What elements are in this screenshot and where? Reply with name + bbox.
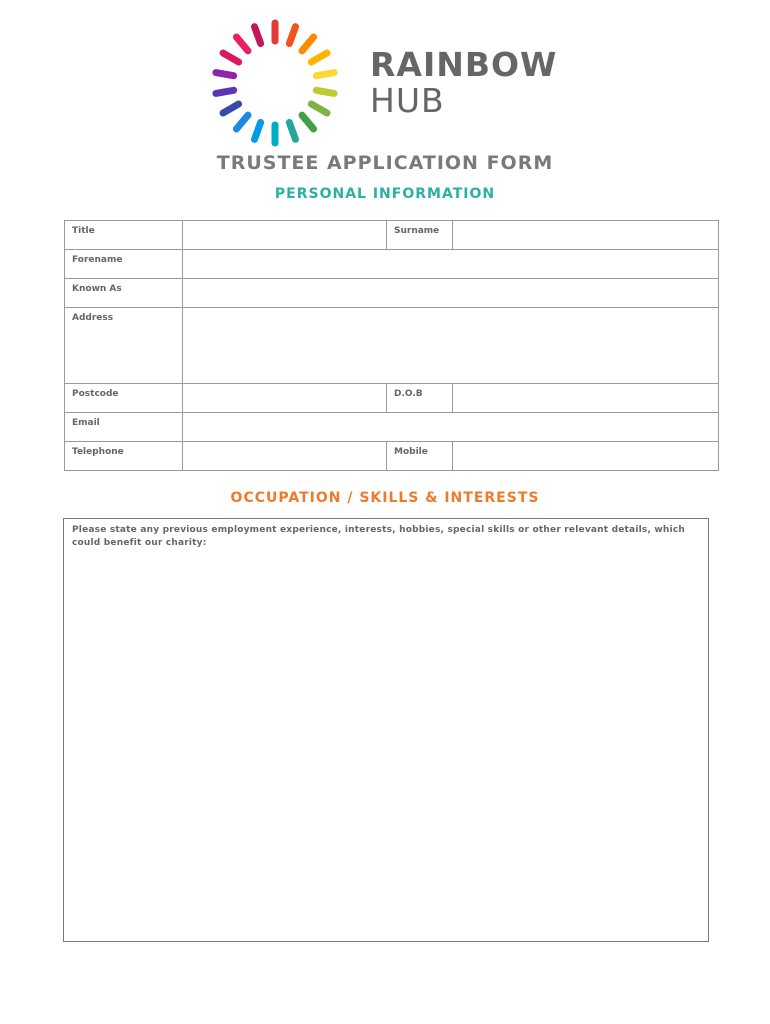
email-label: Email bbox=[65, 413, 183, 442]
logo-ring-segment bbox=[316, 90, 334, 93]
forename-field[interactable] bbox=[183, 250, 719, 279]
logo-ring-segment bbox=[236, 115, 248, 129]
logo-ring-segment bbox=[223, 53, 239, 62]
logo-ring-segment bbox=[311, 53, 327, 62]
logo-ring-segment bbox=[289, 122, 295, 139]
logo-ring-segment bbox=[216, 90, 234, 93]
brand-name bbox=[370, 46, 557, 118]
forename-label: Forename bbox=[65, 250, 183, 279]
rainbow-hub-logo bbox=[210, 18, 580, 148]
address-label: Address bbox=[65, 308, 183, 384]
surname-label: Surname bbox=[387, 221, 453, 250]
email-field[interactable] bbox=[183, 413, 719, 442]
telephone-field[interactable] bbox=[183, 442, 387, 471]
address-field[interactable] bbox=[183, 308, 719, 384]
logo-ring-segment bbox=[216, 73, 234, 76]
brand-name-line2: HUB bbox=[370, 81, 445, 120]
logo-ring-segment bbox=[289, 27, 295, 44]
logo-ring-segment bbox=[254, 27, 260, 44]
title-field[interactable] bbox=[183, 221, 387, 250]
logo-ring-segment bbox=[311, 104, 327, 113]
personal-info-heading: PERSONAL INFORMATION bbox=[274, 186, 496, 202]
logo-ring-segment bbox=[254, 122, 260, 139]
logo-ring-segment bbox=[316, 73, 334, 76]
rainbow-ring-icon bbox=[210, 18, 340, 148]
logo-ring-segment bbox=[223, 104, 239, 113]
known-as-field[interactable] bbox=[183, 279, 719, 308]
known-as-label: Known As bbox=[65, 279, 183, 308]
mobile-field[interactable] bbox=[453, 442, 719, 471]
occupation-box bbox=[63, 518, 709, 942]
surname-field[interactable] bbox=[453, 221, 719, 250]
dob-label: D.O.B bbox=[387, 384, 453, 413]
personal-info-table bbox=[64, 220, 719, 471]
logo-ring-segment bbox=[302, 115, 314, 129]
logo-ring-segment bbox=[236, 37, 248, 51]
postcode-label: Postcode bbox=[65, 384, 183, 413]
occupation-details-field[interactable] bbox=[72, 555, 700, 933]
title-label: Title bbox=[65, 221, 183, 250]
postcode-field[interactable] bbox=[183, 384, 387, 413]
dob-field[interactable] bbox=[453, 384, 719, 413]
form-title: TRUSTEE APPLICATION FORM bbox=[216, 152, 554, 174]
telephone-label: Telephone bbox=[65, 442, 183, 471]
mobile-label: Mobile bbox=[387, 442, 453, 471]
occupation-heading: OCCUPATION / SKILLS & INTERESTS bbox=[230, 490, 540, 506]
logo-ring-segment bbox=[302, 37, 314, 51]
brand-name-line1: RAINBOW bbox=[370, 45, 558, 84]
occupation-prompt: Please state any previous employment experience, interests, hobbies, special skills or other relevant details, which could benefit our charity: bbox=[72, 525, 685, 548]
